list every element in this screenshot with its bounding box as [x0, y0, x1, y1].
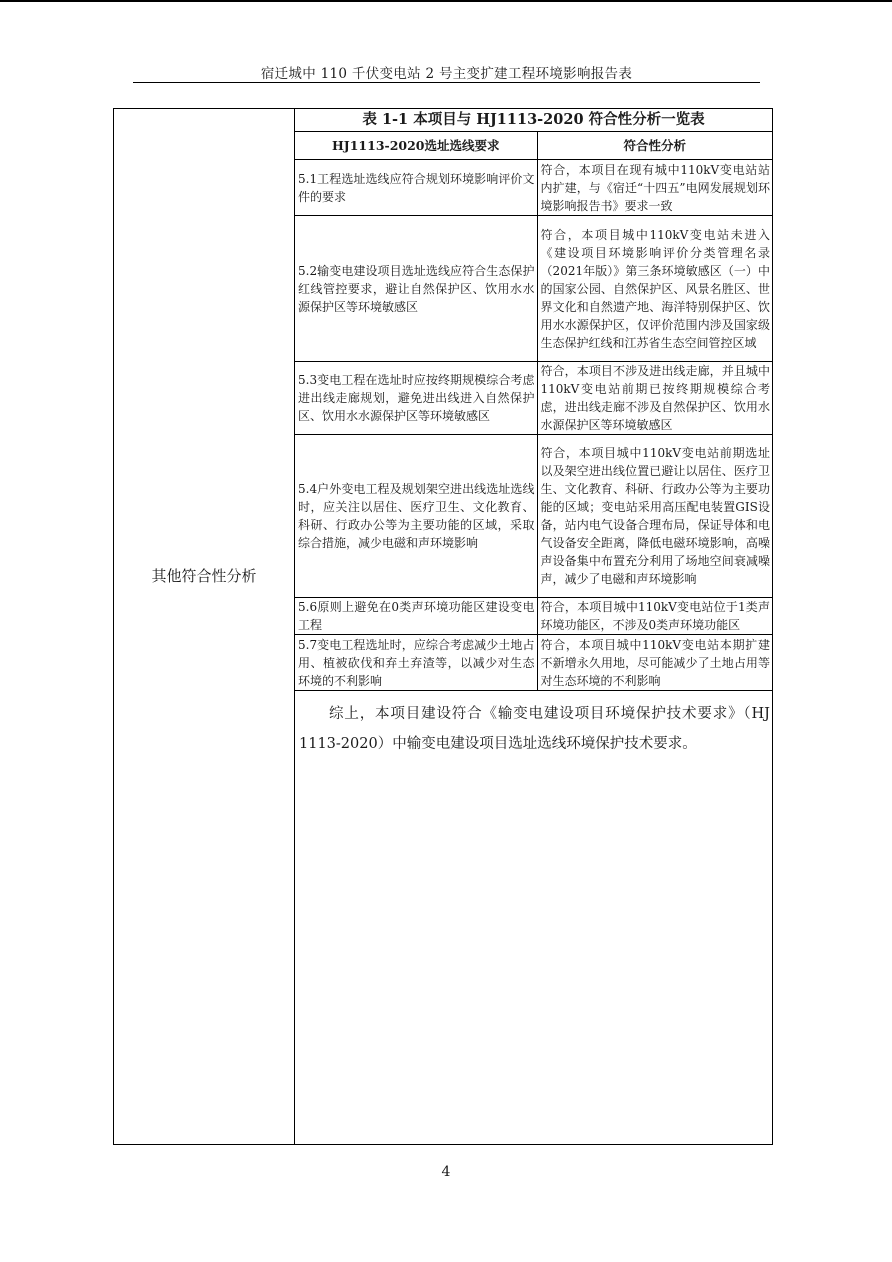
requirement-cell: 5.2输变电建设项目选址选线应符合生态保护红线管控要求，避让自然保护区、饮用水水源保护区等环境敏感区	[295, 216, 537, 362]
requirement-cell: 5.6原则上避免在0类声环境功能区建设变电工程	[295, 598, 537, 635]
table-header-row	[295, 132, 772, 160]
analysis-cell: 符合，本项目城中110kV变电站位于1类声环境功能区，不涉及0类声环境功能区	[537, 598, 772, 635]
section-label-column	[114, 109, 295, 1144]
table-caption: 表 1-1 本项目与 HJ1113-2020 符合性分析一览表	[295, 109, 772, 132]
requirement-cell: 5.1工程选址选线应符合规划环境影响评价文件的要求	[295, 160, 537, 216]
analysis-cell: 符合，本项目在现有城中110kV变电站站内扩建，与《宿迁“十四五”电网发展规划环境影响报告书》要求一致	[537, 160, 772, 216]
table-row	[295, 160, 772, 216]
table-row	[295, 635, 772, 691]
compliance-table	[295, 132, 772, 691]
analysis-cell: 符合，本项目城中110kV变电站未进入《建设项目环境影响评价分类管理名录（2021年版）》第三条环境敏感区（一）中的国家公园、自然保护区、风景名胜区、世界文化和自然遗产地、海洋特别保护区、饮用水水源保护区，仅评价范围内涉及国家级生态保护红线和江苏省生态空间管控区域	[537, 216, 772, 362]
section-label: 其他符合性分析	[151, 567, 257, 585]
section-content-column	[295, 109, 772, 1144]
analysis-cell: 符合，本项目不涉及进出线走廊，并且城中110kV变电站前期已按终期规模综合考虑，进出线走廊不涉及自然保护区、饮用水水源保护区等环境敏感区	[537, 362, 772, 435]
requirement-cell: 5.3变电工程在选址时应按终期规模综合考虑进出线走廊规划，避免进出线进入自然保护区、饮用水水源保护区等环境敏感区	[295, 362, 537, 435]
summary-paragraph: 综上，本项目建设符合《输变电建设项目环境保护技术要求》（HJ 1113-2020）中输变电建设项目选址选线环境保护技术要求。	[299, 706, 770, 752]
top-border-line	[0, 0, 892, 2]
header-rule	[133, 82, 760, 83]
analysis-cell: 符合，本项目城中110kV变电站本期扩建不新增永久用地，尽可能减少了土地占用等对生态环境的不利影响	[537, 635, 772, 691]
table-row	[295, 598, 772, 635]
analysis-cell: 符合，本项目城中110kV变电站前期选址以及架空进出线位置已避让以居住、医疗卫生、文化教育、科研、行政办公等为主要功能的区域；变电站采用高压配电装置GIS设备，站内电气设备合理布局，保证导体和电气设备安全距离，降低电磁环境影响，高噪声设备集中布置充分利用了场地空间衰减噪声，减少了电磁和声环境影响	[537, 435, 772, 598]
page-header: 宿迁城中 110 千伏变电站 2 号主变扩建工程环境影响报告表	[260, 66, 633, 82]
header-analysis: 符合性分析	[537, 132, 772, 160]
content-frame	[113, 108, 773, 1145]
page-number: 4	[441, 1164, 451, 1180]
table-row	[295, 362, 772, 435]
table-row	[295, 435, 772, 598]
table-row	[295, 216, 772, 362]
header-requirement: HJ1113-2020选址选线要求	[295, 132, 537, 160]
requirement-cell: 5.7变电工程选址时，应综合考虑减少土地占用、植被砍伐和弃土弃渣等，以减少对生态环境的不利影响	[295, 635, 537, 691]
requirement-cell: 5.4户外变电工程及规划架空进出线选址选线时，应关注以居住、医疗卫生、文化教育、科研、行政办公等为主要功能的区域，采取综合措施，减少电磁和声环境影响	[295, 435, 537, 598]
